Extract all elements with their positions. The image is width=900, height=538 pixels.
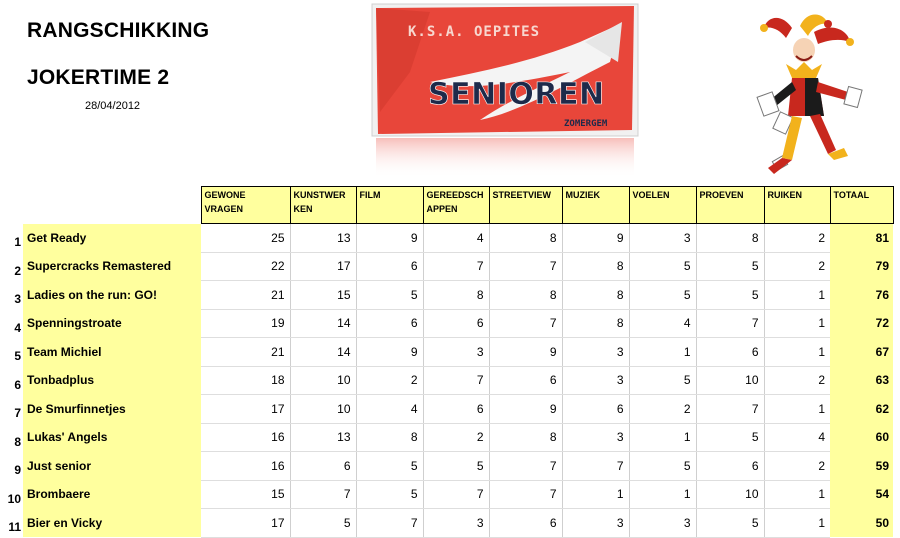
score-cell: 5	[629, 281, 696, 310]
score-cell: 3	[423, 338, 489, 367]
score-cell: 2	[356, 366, 423, 395]
date-label: 28/04/2012	[85, 100, 141, 112]
score-cell: 5	[696, 252, 764, 281]
score-cell: 3	[629, 224, 696, 253]
score-cell: 4	[629, 309, 696, 338]
score-cell: 3	[423, 509, 489, 538]
score-cell: 2	[629, 395, 696, 424]
column-header	[290, 187, 356, 224]
total-cell: 63	[830, 366, 893, 395]
score-cell: 2	[764, 366, 830, 395]
table-row	[5, 252, 893, 281]
column-header-line: GEWONE	[204, 190, 246, 200]
column-header-line: TOTAAL	[833, 190, 870, 200]
rank-cell: 5	[14, 349, 21, 363]
score-cell: 5	[696, 423, 764, 452]
score-cell: 1	[764, 509, 830, 538]
score-cell: 15	[201, 480, 290, 509]
score-cell: 18	[201, 366, 290, 395]
table-row	[5, 366, 893, 395]
team-name-cell: Lukas' Angels	[23, 423, 201, 452]
rank-cell: 7	[14, 406, 21, 420]
score-cell: 19	[201, 309, 290, 338]
score-cell: 9	[356, 224, 423, 253]
score-cell: 7	[489, 452, 562, 481]
column-header-line: VOELEN	[632, 190, 670, 200]
score-cell: 7	[696, 309, 764, 338]
column-header-line: RUIKEN	[767, 190, 803, 200]
score-cell: 8	[562, 281, 629, 310]
rank-cell: 2	[14, 263, 21, 278]
score-cell: 17	[201, 509, 290, 538]
team-name-cell: Ladies on the run: GO!	[23, 281, 201, 310]
score-cell: 8	[356, 423, 423, 452]
table-header-row	[5, 187, 893, 224]
page-title: RANGSCHIKKING	[27, 19, 210, 42]
team-name-cell: Spenningstroate	[23, 309, 201, 338]
score-cell: 22	[201, 252, 290, 281]
score-cell: 13	[290, 423, 356, 452]
table-row	[5, 395, 893, 424]
header-blank	[23, 187, 201, 224]
score-cell: 8	[562, 309, 629, 338]
score-cell: 10	[290, 395, 356, 424]
score-cell: 1	[562, 480, 629, 509]
rank-cell: 4	[14, 320, 21, 335]
senioren-flag-logo	[370, 2, 640, 182]
score-cell: 5	[356, 480, 423, 509]
total-cell: 54	[830, 480, 893, 509]
score-cell: 17	[201, 395, 290, 424]
column-header-line: MUZIEK	[565, 190, 600, 200]
score-cell: 5	[356, 452, 423, 481]
column-header	[696, 187, 764, 224]
score-cell: 3	[562, 366, 629, 395]
score-cell: 9	[356, 338, 423, 367]
score-cell: 3	[562, 509, 629, 538]
score-cell: 2	[764, 252, 830, 281]
total-cell: 72	[830, 309, 893, 338]
score-cell: 4	[356, 395, 423, 424]
jester-icon	[752, 8, 870, 180]
team-name-cell: Just senior	[23, 452, 201, 481]
rank-cell: 1	[14, 235, 21, 249]
score-cell: 1	[764, 395, 830, 424]
score-cell: 4	[423, 224, 489, 253]
score-cell: 2	[764, 452, 830, 481]
score-cell: 13	[290, 224, 356, 253]
team-name-cell: Supercracks Remastered	[23, 252, 201, 281]
score-cell: 7	[423, 480, 489, 509]
score-cell: 8	[562, 252, 629, 281]
score-cell: 5	[423, 452, 489, 481]
rank-cell: 3	[14, 292, 21, 306]
rank-cell: 6	[14, 377, 21, 392]
score-cell: 14	[290, 309, 356, 338]
team-name-cell: Bier en Vicky	[23, 509, 201, 538]
score-cell: 5	[696, 281, 764, 310]
score-cell: 16	[201, 452, 290, 481]
score-cell: 7	[489, 480, 562, 509]
column-header	[830, 187, 893, 224]
score-cell: 15	[290, 281, 356, 310]
table-row	[5, 480, 893, 509]
flag-text-top: K.S.A. OEPITES	[408, 24, 541, 40]
team-name-cell: Team Michiel	[23, 338, 201, 367]
column-header	[356, 187, 423, 224]
score-cell: 21	[201, 338, 290, 367]
score-cell: 8	[489, 224, 562, 253]
score-cell: 17	[290, 252, 356, 281]
team-name-cell: De Smurfinnetjes	[23, 395, 201, 424]
column-header	[562, 187, 629, 224]
score-cell: 1	[764, 281, 830, 310]
rank-cell: 8	[14, 434, 21, 449]
score-cell: 6	[356, 252, 423, 281]
total-cell: 76	[830, 281, 893, 310]
score-cell: 7	[423, 366, 489, 395]
score-cell: 3	[562, 338, 629, 367]
total-cell: 59	[830, 452, 893, 481]
table-row	[5, 338, 893, 367]
team-name-cell: Brombaere	[23, 480, 201, 509]
score-cell: 6	[489, 509, 562, 538]
score-cell: 5	[629, 252, 696, 281]
score-cell: 7	[423, 252, 489, 281]
score-cell: 3	[629, 509, 696, 538]
column-header-line: PROEVEN	[699, 190, 744, 200]
score-cell: 1	[764, 309, 830, 338]
column-header-line: APPEN	[426, 204, 458, 214]
score-cell: 6	[290, 452, 356, 481]
column-header	[629, 187, 696, 224]
score-cell: 1	[629, 423, 696, 452]
score-cell: 8	[696, 224, 764, 253]
column-header-line: KEN	[293, 204, 313, 214]
column-header	[423, 187, 489, 224]
total-cell: 67	[830, 338, 893, 367]
total-cell: 60	[830, 423, 893, 452]
score-cell: 7	[489, 309, 562, 338]
score-cell: 1	[764, 338, 830, 367]
score-cell: 7	[356, 509, 423, 538]
page-subtitle: JOKERTIME 2	[27, 66, 170, 89]
score-cell: 5	[629, 452, 696, 481]
score-cell: 1	[629, 338, 696, 367]
score-cell: 5	[356, 281, 423, 310]
table-row	[5, 452, 893, 481]
table-row	[5, 509, 893, 538]
table-row	[5, 309, 893, 338]
ranking-table	[5, 186, 894, 538]
column-header	[764, 187, 830, 224]
score-cell: 6	[562, 395, 629, 424]
score-cell: 6	[489, 366, 562, 395]
column-header-line: GEREEDSCH	[426, 190, 484, 200]
column-header	[489, 187, 562, 224]
score-cell: 5	[290, 509, 356, 538]
score-cell: 9	[489, 395, 562, 424]
column-header-line: FILM	[359, 190, 381, 200]
score-cell: 8	[489, 423, 562, 452]
score-cell: 7	[290, 480, 356, 509]
total-cell: 50	[830, 509, 893, 538]
score-cell: 1	[629, 480, 696, 509]
table-row	[5, 423, 893, 452]
score-cell: 14	[290, 338, 356, 367]
score-cell: 9	[489, 338, 562, 367]
score-cell: 10	[696, 480, 764, 509]
score-cell: 7	[489, 252, 562, 281]
score-cell: 4	[764, 423, 830, 452]
column-header-line: KUNSTWER	[293, 190, 346, 200]
column-header-line: STREETVIEW	[492, 190, 552, 200]
rank-cell: 9	[14, 463, 21, 477]
flag-text-main: SENIOREN	[428, 77, 605, 112]
column-header-line: VRAGEN	[204, 204, 244, 214]
team-name-cell: Tonbadplus	[23, 366, 201, 395]
score-cell: 5	[629, 366, 696, 395]
total-cell: 79	[830, 252, 893, 281]
score-cell: 6	[423, 309, 489, 338]
table-row	[5, 281, 893, 310]
score-cell: 6	[696, 452, 764, 481]
team-name-cell: Get Ready	[23, 224, 201, 253]
total-cell: 81	[830, 224, 893, 253]
score-cell: 10	[696, 366, 764, 395]
score-cell: 6	[356, 309, 423, 338]
score-cell: 6	[696, 338, 764, 367]
score-cell: 8	[423, 281, 489, 310]
score-cell: 8	[489, 281, 562, 310]
score-cell: 1	[764, 480, 830, 509]
score-cell: 6	[423, 395, 489, 424]
score-cell: 21	[201, 281, 290, 310]
score-cell: 2	[764, 224, 830, 253]
score-cell: 3	[562, 423, 629, 452]
column-header	[201, 187, 290, 224]
total-cell: 62	[830, 395, 893, 424]
header-blank	[5, 187, 23, 224]
score-cell: 7	[562, 452, 629, 481]
score-cell: 9	[562, 224, 629, 253]
score-cell: 16	[201, 423, 290, 452]
rank-cell: 10	[7, 491, 21, 506]
score-cell: 10	[290, 366, 356, 395]
table-row	[5, 224, 893, 253]
score-cell: 2	[423, 423, 489, 452]
score-cell: 7	[696, 395, 764, 424]
flag-text-bottom: ZOMERGEM	[564, 119, 608, 129]
rank-cell: 11	[8, 520, 21, 534]
score-cell: 25	[201, 224, 290, 253]
score-cell: 5	[696, 509, 764, 538]
